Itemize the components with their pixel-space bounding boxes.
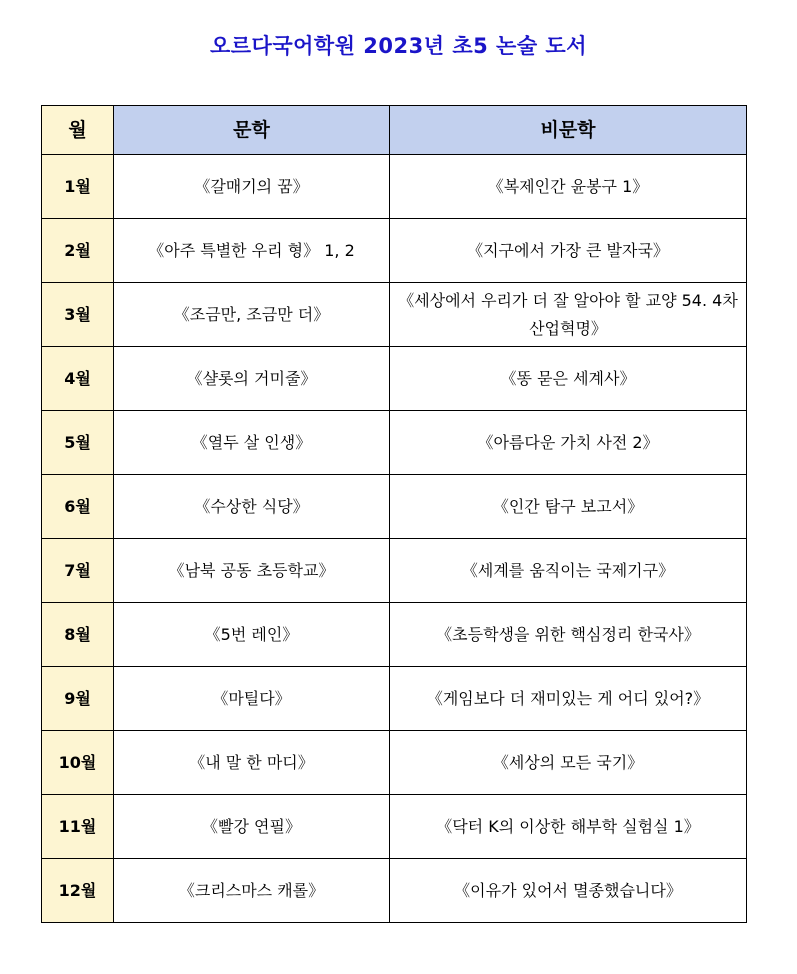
nonliterature-cell: 《세상에서 우리가 더 잘 알아야 할 교양 54. 4차 산업혁명》: [390, 283, 747, 347]
table-row: [42, 155, 747, 219]
nonliterature-cell: 《초등학생을 위한 핵심정리 한국사》: [390, 603, 747, 667]
month-cell: 12월: [42, 859, 114, 923]
literature-cell: 《열두 살 인생》: [114, 411, 390, 475]
month-cell: 3월: [42, 283, 114, 347]
nonliterature-cell: 《인간 탐구 보고서》: [390, 475, 747, 539]
literature-cell: 《5번 레인》: [114, 603, 390, 667]
table-row: [42, 283, 747, 347]
table-row: [42, 731, 747, 795]
month-cell: 4월: [42, 347, 114, 411]
literature-cell: 《빨강 연필》: [114, 795, 390, 859]
nonliterature-cell: 《복제인간 윤봉구 1》: [390, 155, 747, 219]
table-row: [42, 347, 747, 411]
literature-cell: 《수상한 식당》: [114, 475, 390, 539]
month-cell: 10월: [42, 731, 114, 795]
nonliterature-cell: 《게임보다 더 재미있는 게 어디 있어?》: [390, 667, 747, 731]
nonliterature-cell: 《이유가 있어서 멸종했습니다》: [390, 859, 747, 923]
month-header: 월: [42, 106, 114, 155]
month-cell: 2월: [42, 219, 114, 283]
literature-header: 문학: [114, 106, 390, 155]
header-row: [42, 106, 747, 155]
nonliterature-cell: 《똥 묻은 세계사》: [390, 347, 747, 411]
literature-cell: 《샬롯의 거미줄》: [114, 347, 390, 411]
month-cell: 9월: [42, 667, 114, 731]
literature-cell: 《남북 공동 초등학교》: [114, 539, 390, 603]
table-row: [42, 475, 747, 539]
nonliterature-cell: 《세계를 움직이는 국제기구》: [390, 539, 747, 603]
nonliterature-cell: 《세상의 모든 국기》: [390, 731, 747, 795]
nonliterature-cell: 《닥터 K의 이상한 해부학 실험실 1》: [390, 795, 747, 859]
literature-cell: 《내 말 한 마디》: [114, 731, 390, 795]
table-row: [42, 859, 747, 923]
nonliterature-header: 비문학: [390, 106, 747, 155]
table-row: [42, 219, 747, 283]
table-row: [42, 795, 747, 859]
literature-cell: 《마틸다》: [114, 667, 390, 731]
literature-cell: 《갈매기의 꿈》: [114, 155, 390, 219]
literature-cell: 《크리스마스 캐롤》: [114, 859, 390, 923]
literature-cell: 《아주 특별한 우리 형》 1, 2: [114, 219, 390, 283]
table-row: [42, 411, 747, 475]
reading-list-table: [41, 105, 747, 923]
nonliterature-cell: 《아름다운 가치 사전 2》: [390, 411, 747, 475]
month-cell: 5월: [42, 411, 114, 475]
page-title: 오르다국어학원 2023년 초5 논술 도서: [209, 34, 588, 58]
month-cell: 1월: [42, 155, 114, 219]
month-cell: 7월: [42, 539, 114, 603]
table-row: [42, 539, 747, 603]
nonliterature-cell: 《지구에서 가장 큰 발자국》: [390, 219, 747, 283]
month-cell: 8월: [42, 603, 114, 667]
table-row: [42, 667, 747, 731]
month-cell: 6월: [42, 475, 114, 539]
table-row: [42, 603, 747, 667]
literature-cell: 《조금만, 조금만 더》: [114, 283, 390, 347]
month-cell: 11월: [42, 795, 114, 859]
